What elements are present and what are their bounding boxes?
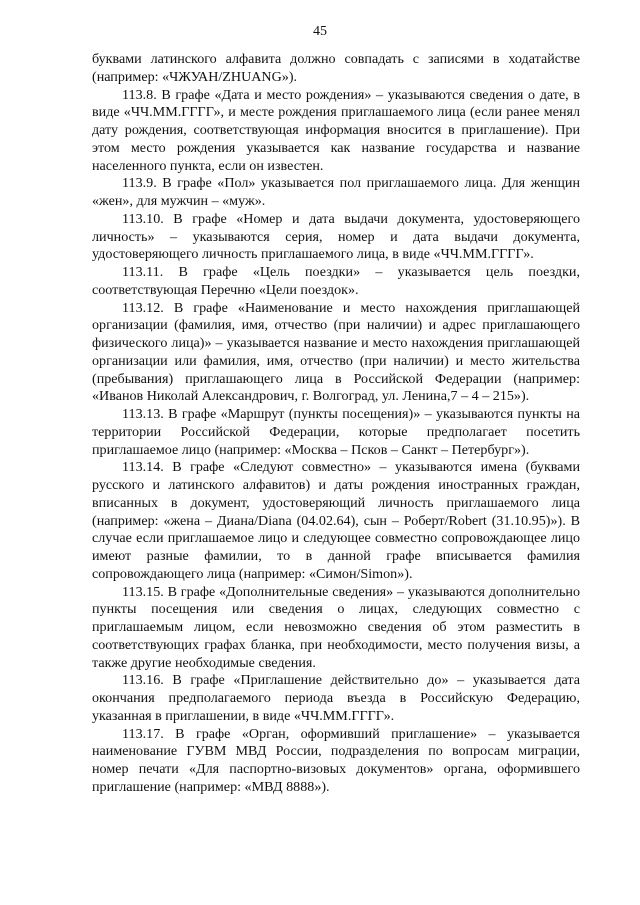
- paragraph-113-12: 113.12. В графе «Наименование и место нахождения приглашающей организации (фамилия, имя, отчество (при наличии) и адрес приглашающего физического лица)» – указывается название и место нахождения приглашающей организации или фамилия, имя, отчество (при наличии) и место жительства (пребывания) приглашающего лица в Российской Федерации (например: «Иванов Николай Александрович, г. Волгоград, ул. Ленина,7 – 4 – 215»).: [92, 299, 580, 405]
- paragraph-continuation: буквами латинского алфавита должно совпадать с записями в ходатайстве (например: «ЧЖУАН/ZHUANG»).: [92, 51, 580, 85]
- paragraph-113-14: 113.14. В графе «Следуют совместно» – указываются имена (буквами русского и латинского алфавитов) и даты рождения иностранных граждан, вписанных в документ, удостоверяющий личность приглашаемого лица (например: «жена – Диана/Diana (04.02.64), сын – Роберт/Robert (31.10.95)»). В случае если приглашаемое лицо и следующее совместно сопровождающее лицо имеют разные фамилии, то в данной графе вписывается фамилия сопровождающего лица (например: «Симон/Simon»).: [92, 459, 580, 582]
- paragraph-113-17: 113.17. В графе «Орган, оформивший приглашение» – указывается наименование ГУВМ МВД России, подразделения по вопросам миграции, номер печати «Для паспортно-визовых документов» органа, оформившего приглашение (например: «МВД 8888»).: [92, 725, 580, 795]
- paragraph-113-13: 113.13. В графе «Маршрут (пункты посещения)» – указываются пункты на территории Российской Федерации, которые предполагает посетить приглашаемое лицо (например: «Москва – Псков – Санкт – Петербург»).: [92, 406, 580, 458]
- document-body: [92, 51, 580, 797]
- paragraph-113-8: 113.8. В графе «Дата и место рождения» – указываются сведения о дате, в виде «ЧЧ.ММ.ГГГГ», и месте рождения приглашаемого лица (если ранее менял дату рождения, соответствующая информация вносится в приглашение). При этом место рождения указывается как название государства и название населенного пункта, если он известен.: [92, 86, 580, 174]
- paragraph-113-9: 113.9. В графе «Пол» указывается пол приглашаемого лица. Для женщин «жен», для мужчин – «муж».: [92, 175, 580, 209]
- paragraph-113-10: 113.10. В графе «Номер и дата выдачи документа, удостоверяющего личность» – указываются серия, номер и дата выдачи документа, удостоверяющего личность приглашаемого лица, в виде «ЧЧ.ММ.ГГГГ».: [92, 210, 580, 263]
- paragraph-113-16: 113.16. В графе «Приглашение действительно до» – указывается дата окончания предполагаемого периода въезда в Российскую Федерацию, указанная в приглашении, в виде «ЧЧ.ММ.ГГГГ».: [92, 672, 580, 724]
- paragraph-113-15: 113.15. В графе «Дополнительные сведения» – указываются дополнительно пункты посещения или сведения о лицах, следующих совместно с приглашаемым лицом, если невозможно сведения об этом разместить в соответствующих графах бланка, при необходимости, место получения визы, а также другие необходимые сведения.: [92, 583, 580, 671]
- page-number: 45: [313, 24, 327, 39]
- paragraph-113-11: 113.11. В графе «Цель поездки» – указывается цель поездки, соответствующая Перечню «Цели поездок».: [92, 264, 580, 298]
